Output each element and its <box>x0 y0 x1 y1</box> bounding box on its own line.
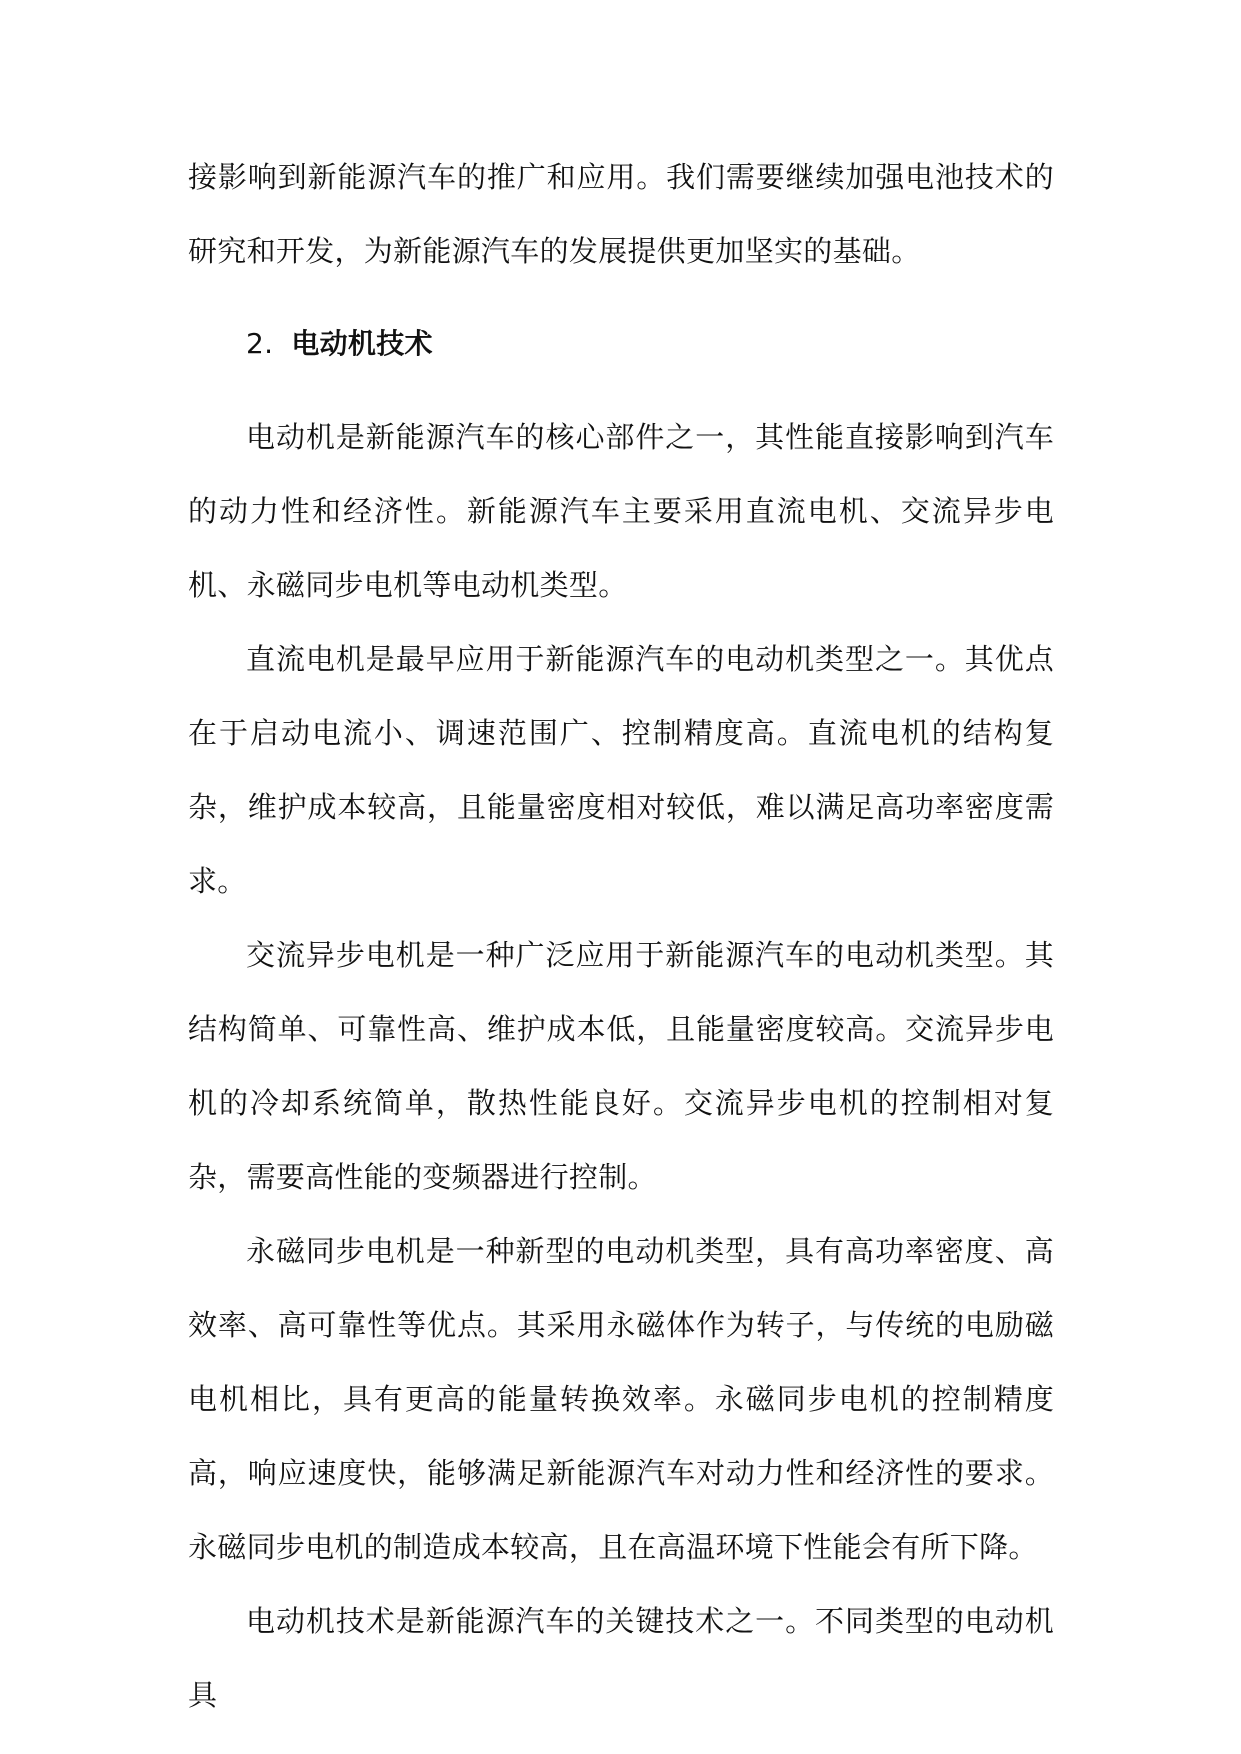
document-body <box>188 140 1054 1732</box>
continued-paragraph: 接影响到新能源汽车的推广和应用。我们需要继续加强电池技术的研究和开发，为新能源汽车的发展提供更加坚实的基础。 <box>188 160 1054 268</box>
paragraph-motor-overview: 电动机是新能源汽车的核心部件之一，其性能直接影响到汽车的动力性和经济性。新能源汽车主要采用直流电机、交流异步电机、永磁同步电机等电动机类型。 <box>188 420 1054 602</box>
paragraph-dc-motor: 直流电机是最早应用于新能源汽车的电动机类型之一。其优点在于启动电流小、调速范围广、控制精度高。直流电机的结构复杂，维护成本较高，且能量密度相对较低，难以满足高功率密度需求。 <box>188 642 1054 898</box>
paragraph-motor-summary: 电动机技术是新能源汽车的关键技术之一。不同类型的电动机具 <box>188 1604 1054 1712</box>
paragraph-pm-synchronous-motor: 永磁同步电机是一种新型的电动机类型，具有高功率密度、高效率、高可靠性等优点。其采用永磁体作为转子，与传统的电励磁电机相比，具有更高的能量转换效率。永磁同步电机的控制精度高，响应速度快，能够满足新能源汽车对动力性和经济性的要求。永磁同步电机的制造成本较高，且在高温环境下性能会有所下降。 <box>188 1234 1054 1564</box>
section-heading <box>188 307 1054 381</box>
paragraph-ac-induction-motor: 交流异步电机是一种广泛应用于新能源汽车的电动机类型。其结构简单、可靠性高、维护成本低，且能量密度较高。交流异步电机的冷却系统简单，散热性能良好。交流异步电机的控制相对复杂，需要高性能的变频器进行控制。 <box>188 938 1054 1194</box>
section-title: 电动机技术 <box>291 327 433 360</box>
section-number: 2. <box>246 327 274 360</box>
